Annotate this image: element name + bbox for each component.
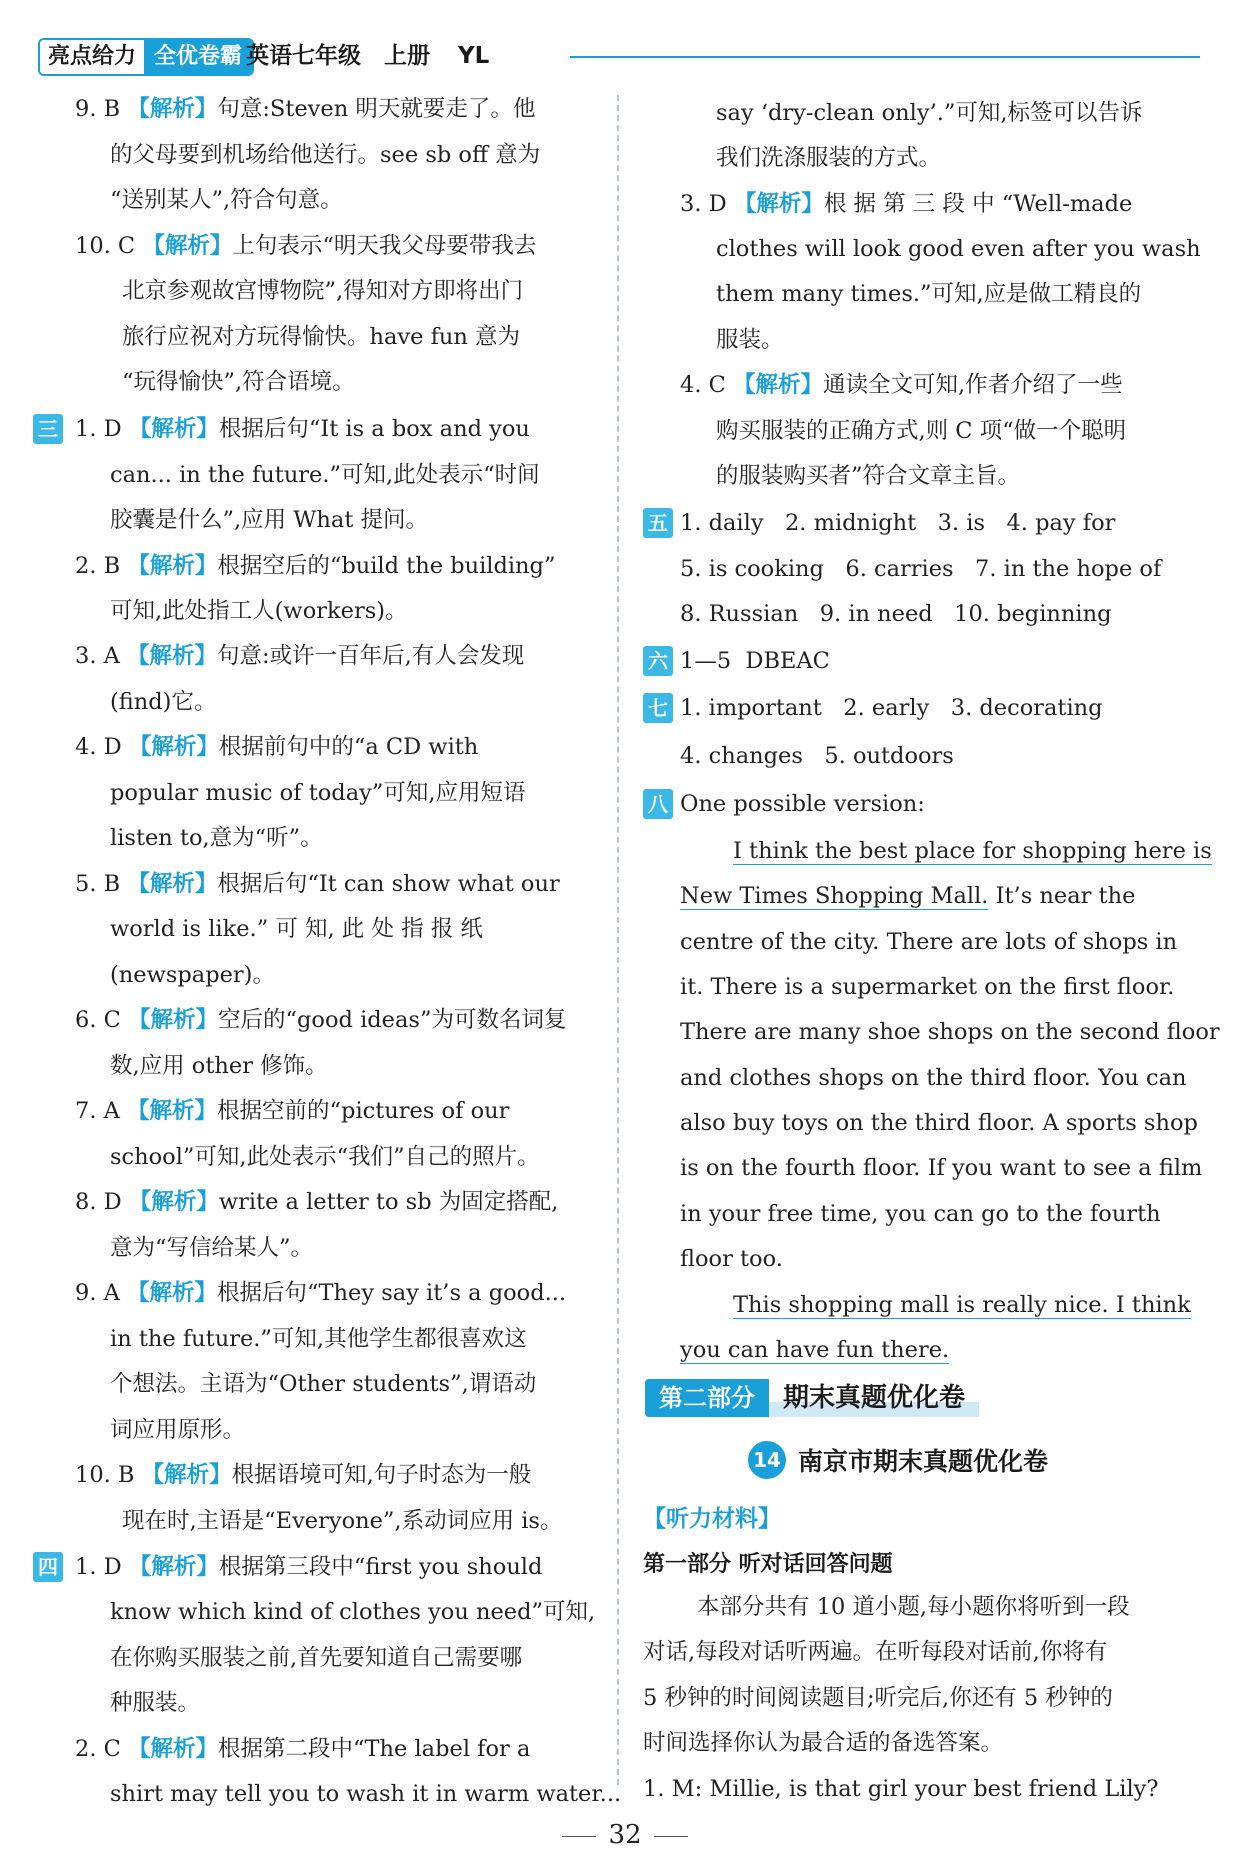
essay-line: I think the best place for shopping here is: [733, 838, 1212, 864]
text-line: 我们洗涤服装的方式。: [716, 145, 942, 171]
essay-line: This shopping mall is really nice. I think: [733, 1292, 1191, 1318]
text-line: 1—5 DBEAC: [680, 648, 830, 674]
essay-line: and clothes shops on the third floor. You can: [680, 1065, 1187, 1091]
text-line: 5. is cooking 6. carries 7. in the hope of: [680, 556, 1162, 582]
text-line: 词应用原形。: [110, 1417, 246, 1443]
page-header: [38, 36, 1200, 76]
exam-title-text: 南京市期末真题优化卷: [798, 1447, 1049, 1476]
text-line: school”可知,此处表示“我们”自己的照片。: [110, 1144, 540, 1170]
answer-line: 7. A 【解析】根据空前的“pictures of our: [75, 1098, 510, 1124]
essay-line: There are many shoe shops on the second floor: [680, 1019, 1220, 1045]
text-line: 1. important 2. early 3. decorating: [680, 695, 1103, 721]
volume-label: 上册: [384, 43, 430, 69]
essay-line: New Times Shopping Mall. It’s near the: [680, 883, 1136, 909]
text-line: 的服装购买者”符合文章主旨。: [716, 463, 1021, 489]
section-badge-3: 三: [33, 414, 63, 444]
essay-line: in your free time, you can go to the fourth: [680, 1201, 1161, 1227]
essay-line: floor too.: [680, 1246, 783, 1272]
answer-line: 2. C 【解析】根据第二段中“The label for a: [75, 1736, 531, 1762]
text-line: 1. daily 2. midnight 3. is 4. pay for: [680, 510, 1116, 536]
essay-line: centre of the city. There are lots of shops in: [680, 929, 1178, 955]
answer-line: 10. B 【解析】根据语境可知,句子时态为一般: [75, 1462, 532, 1488]
page-number-text: 32: [608, 1820, 642, 1850]
text-line: 的父母要到机场给他送行。see sb off 意为: [110, 142, 541, 168]
text-line: shirt may tell you to wash it in warm water...: [110, 1781, 622, 1807]
essay-line: it. There is a supermarket on the first floor.: [680, 974, 1175, 1000]
brand-logo: [38, 38, 254, 76]
text-line: 数,应用 other 修饰。: [110, 1053, 328, 1079]
text-line: 4. changes 5. outdoors: [680, 743, 954, 769]
text-line: 北京参观故宫博物院”,得知对方即将出门: [122, 278, 524, 304]
text-line: them many times.”可知,应是做工精良的: [716, 281, 1142, 307]
text-line: world is like.” 可 知, 此 处 指 报 纸: [110, 916, 483, 942]
header-rule: [570, 56, 1200, 58]
answer-line: 9. A 【解析】根据后句“They say it’s a good...: [75, 1280, 567, 1306]
answer-line: 1. D 【解析】根据后句“It is a box and you: [75, 416, 530, 442]
text-line: 本部分共有 10 道小题,每小题你将听到一段: [697, 1594, 1130, 1620]
text-line: 5 秒钟的时间阅读题目;听完后,你还有 5 秒钟的: [643, 1685, 1113, 1711]
text-line: 旅行应祝对方玩得愉快。have fun 意为: [122, 324, 521, 350]
text-line: (newspaper)。: [110, 962, 275, 988]
section-badge-4: 四: [33, 1552, 63, 1582]
text-line: 胶囊是什么”,应用 What 提问。: [110, 507, 429, 533]
text-line: popular music of today”可知,应用短语: [110, 780, 526, 806]
exam-number-badge: 14: [748, 1441, 786, 1479]
text-line: 个想法。主语为“Other students”,谓语动: [110, 1371, 537, 1397]
exam-title: [748, 1440, 1048, 1480]
text-line: know which kind of clothes you need”可知,: [110, 1599, 596, 1625]
column-divider: [617, 95, 619, 1785]
answer-line: 3. A 【解析】句意:或许一百年后,有人会发现: [75, 643, 525, 669]
section-badge-6: 六: [643, 646, 673, 676]
essay-line: is on the fourth floor. If you want to see a film: [680, 1155, 1203, 1181]
part-one-heading: 第一部分 听对话回答问题: [643, 1552, 893, 1577]
listening-heading: 【听力材料】: [643, 1506, 781, 1532]
answer-line: 1. D 【解析】根据第三段中“first you should: [75, 1554, 543, 1580]
text-line: (find)它。: [110, 689, 217, 715]
text-line: 在你购买服装之前,首先要知道自己需要哪: [110, 1645, 523, 1671]
section-badge-5: 五: [643, 508, 673, 538]
answer-line: 4. D 【解析】根据前句中的“a CD with: [75, 734, 479, 760]
text-line: 种服装。: [110, 1690, 201, 1716]
edition-label: YL: [458, 43, 490, 69]
text-line: 购买服装的正确方式,则 C 项“做一个聪明: [716, 418, 1127, 444]
section-title: 期末真题优化卷: [769, 1379, 979, 1417]
answer-line: 5. B 【解析】根据后句“It can show what our: [75, 871, 560, 897]
essay-line: also buy toys on the third floor. A sports shop: [680, 1110, 1198, 1136]
text-line: can... in the future.”可知,此处表示“时间: [110, 462, 540, 488]
text-line: One possible version:: [680, 791, 925, 817]
text-line: “玩得愉快”,符合语境。: [122, 369, 355, 395]
answer-line: 4. C 【解析】通读全文可知,作者介绍了一些: [680, 372, 1123, 398]
text-line: 8. Russian 9. in need 10. beginning: [680, 601, 1112, 627]
text-line: listen to,意为“听”。: [110, 825, 323, 851]
section-part-label: 第二部分: [645, 1379, 769, 1417]
text-line: “送别某人”,符合句意。: [110, 187, 343, 213]
text-line: 服装。: [716, 327, 784, 353]
answer-line: 10. C 【解析】上句表示“明天我父母要带我去: [75, 233, 537, 259]
subject-label: 英语七年级: [246, 43, 361, 69]
text-line: say ‘dry-clean only’.”可知,标签可以告诉: [716, 100, 1143, 126]
page-number: [0, 1820, 1250, 1850]
text-line: 对话,每段对话听两遍。在听每段对话前,你将有: [643, 1639, 1108, 1665]
text-line: 意为“写信给某人”。: [110, 1235, 314, 1261]
section-banner: [645, 1378, 979, 1418]
section-badge-7: 七: [643, 693, 673, 723]
text-line: clothes will look good even after you wash: [716, 236, 1201, 262]
answer-line: 6. C 【解析】空后的“good ideas”为可数名词复: [75, 1007, 567, 1033]
text-line: 1. M: Millie, is that girl your best friend Lily?: [643, 1776, 1159, 1802]
text-line: 时间选择你认为最合适的备选答案。: [643, 1730, 1004, 1756]
answer-line: 2. B 【解析】根据空后的“build the building”: [75, 553, 556, 579]
answer-line: 9. B 【解析】句意:Steven 明天就要走了。他: [75, 96, 536, 122]
brand-text-b: 全优卷霸: [144, 40, 252, 74]
answer-line: 8. D 【解析】write a letter to sb 为固定搭配,: [75, 1189, 559, 1215]
brand-text-a: 亮点给力: [40, 40, 144, 74]
text-line: 现在时,主语是“Everyone”,系动词应用 is。: [122, 1508, 563, 1534]
section-badge-8: 八: [643, 789, 673, 819]
essay-line: you can have fun there.: [680, 1337, 950, 1363]
answer-line: 3. D 【解析】根 据 第 三 段 中 “Well-made: [680, 191, 1133, 217]
text-line: 可知,此处指工人(workers)。: [110, 598, 408, 624]
text-line: in the future.”可知,其他学生都很喜欢这: [110, 1326, 527, 1352]
